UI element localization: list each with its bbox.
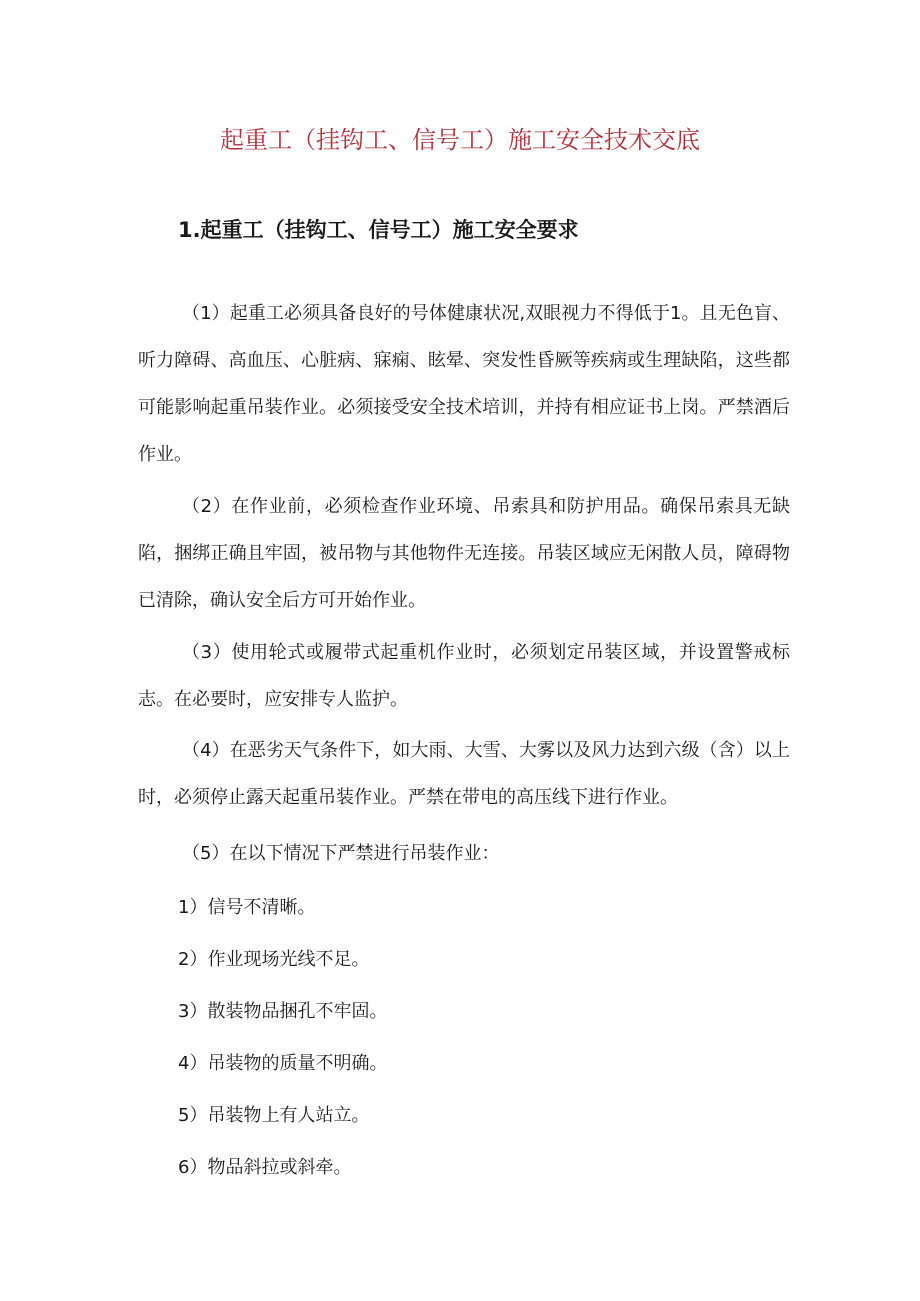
list-item: 3）散装物品捆孔不牢固。 xyxy=(178,1001,388,1022)
list-item: 6）物品斜拉或斜牵。 xyxy=(178,1157,352,1178)
list-item: 5）吊装物上有人站立。 xyxy=(178,1105,370,1126)
section-heading: 1.起重工（挂钩工、信号工）施工安全要求 xyxy=(178,218,579,242)
document-title: 起重工（挂钩工、信号工）施工安全技术交底 xyxy=(220,126,700,154)
paragraph-1: （1）起重工必须具备良好的号体健康状况,双眼视力不得低于1。且无色盲、听力障碍、高血压、心脏病、寐痫、眩晕、突发性昏厥等疾病或生理缺陷，这些都可能影响起重吊装作业。必须接受安全技术培训，并持有相应证书上岗。严禁酒后作业。 xyxy=(138,303,790,465)
paragraph-3: （3）使用轮式或履带式起重机作业时，必须划定吊装区域，并设置警戒标志。在必要时，应安排专人监护。 xyxy=(138,642,790,710)
list-item: 4）吊装物的质量不明确。 xyxy=(178,1053,388,1074)
list-item: 1）信号不清晰。 xyxy=(178,897,316,918)
list-item: 2）作业现场光线不足。 xyxy=(178,949,370,970)
paragraph-4: （4）在恶劣天气条件下，如大雨、大雪、大雾以及风力达到六级（含）以上时，必须停止露天起重吊装作业。严禁在带电的高压线下进行作业。 xyxy=(138,740,790,808)
paragraph-5: （5）在以下情况下严禁进行吊装作业： xyxy=(182,843,500,864)
paragraph-2: （2）在作业前，必须检查作业环境、吊索具和防护用品。确保吊索具无缺陷，捆绑正确且牢固，被吊物与其他物件无连接。吊装区域应无闲散人员，障碍物已清除，确认安全后方可开始作业。 xyxy=(138,496,790,611)
